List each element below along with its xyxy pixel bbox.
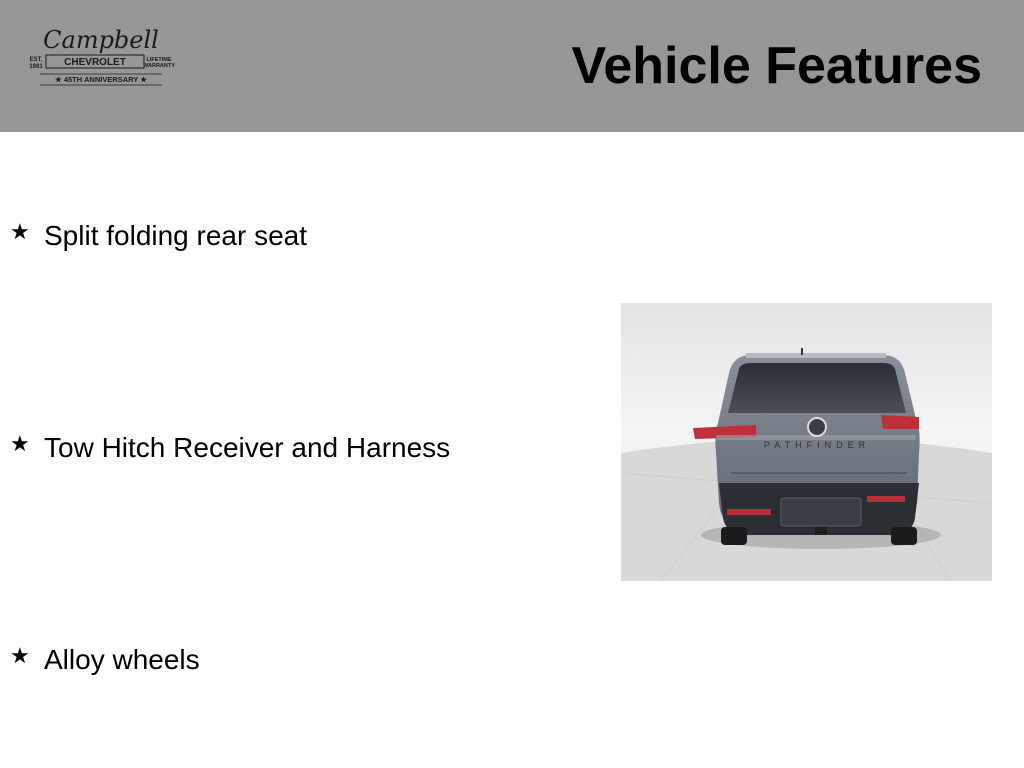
feature-label: Alloy wheels bbox=[44, 644, 200, 675]
logo-year-text: 1981 bbox=[29, 64, 43, 70]
page-title: Vehicle Features bbox=[571, 37, 982, 95]
logo-brand-text: CHEVROLET bbox=[64, 57, 126, 68]
logo-est-text: EST. bbox=[29, 57, 43, 63]
star-icon: ★ bbox=[10, 431, 30, 456]
star-icon: ★ bbox=[10, 219, 30, 244]
feature-item-split-rear-seat bbox=[10, 220, 307, 252]
feature-label: Tow Hitch Receiver and Harness bbox=[44, 432, 451, 463]
header-bar bbox=[0, 0, 1024, 132]
dealer-logo bbox=[26, 24, 176, 90]
vehicle-badge-text: PATHFINDER bbox=[763, 440, 871, 450]
star-icon: ★ bbox=[10, 643, 30, 668]
vehicle-photo bbox=[621, 303, 992, 581]
logo-script-text: Campbell bbox=[43, 26, 159, 54]
feature-item-alloy-wheels bbox=[10, 644, 200, 676]
feature-label: Split folding rear seat bbox=[44, 220, 308, 251]
logo-warranty-text-1: LIFETIME bbox=[146, 57, 172, 63]
logo-anniversary-text: ★ 45TH ANNIVERSARY ★ bbox=[55, 75, 147, 84]
logo-warranty-text-2: WARRANTY bbox=[143, 63, 175, 69]
feature-item-tow-hitch bbox=[10, 432, 450, 464]
